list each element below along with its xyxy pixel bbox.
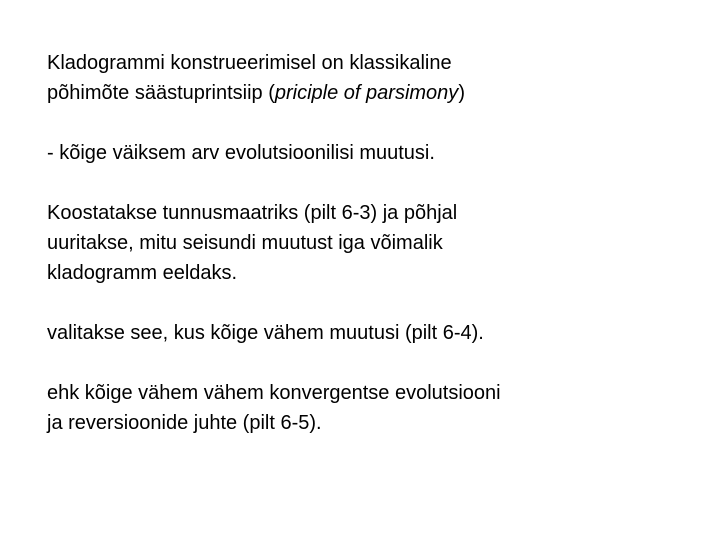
paragraph-definition xyxy=(47,138,687,168)
italic-term: priciple of parsimony xyxy=(274,82,459,104)
spacer xyxy=(47,288,687,318)
slide-text xyxy=(47,48,687,438)
paragraph-matrix xyxy=(47,198,687,288)
paragraph-line: ja reversioonide juhte (pilt 6-5). xyxy=(47,412,322,434)
paragraph-line: ehk kõige vähem vähem konvergentse evolutsiooni xyxy=(47,382,501,404)
paragraph-line: ) xyxy=(458,82,465,104)
spacer xyxy=(47,168,687,198)
paragraph-line: Kladogrammi konstrueerimisel on klassikaline xyxy=(47,52,452,74)
paragraph-selection xyxy=(47,318,687,348)
paragraph-line: kladogramm eeldaks. xyxy=(47,262,238,284)
paragraph-line: uuritakse, mitu seisundi muutust iga võimalik xyxy=(47,232,443,254)
paragraph-parsimony xyxy=(47,48,687,108)
paragraph-line: Koostatakse tunnusmaatriks (pilt 6-3) ja põhjal xyxy=(47,202,458,224)
spacer xyxy=(47,108,687,138)
paragraph-line: põhimõte säästuprintsiip ( xyxy=(47,82,275,104)
paragraph-line: valitakse see, kus kõige vähem muutusi (pilt 6-4). xyxy=(47,322,484,344)
paragraph-convergence xyxy=(47,378,687,438)
spacer xyxy=(47,348,687,378)
paragraph-line: - kõige väiksem arv evolutsioonilisi muutusi. xyxy=(47,142,435,164)
